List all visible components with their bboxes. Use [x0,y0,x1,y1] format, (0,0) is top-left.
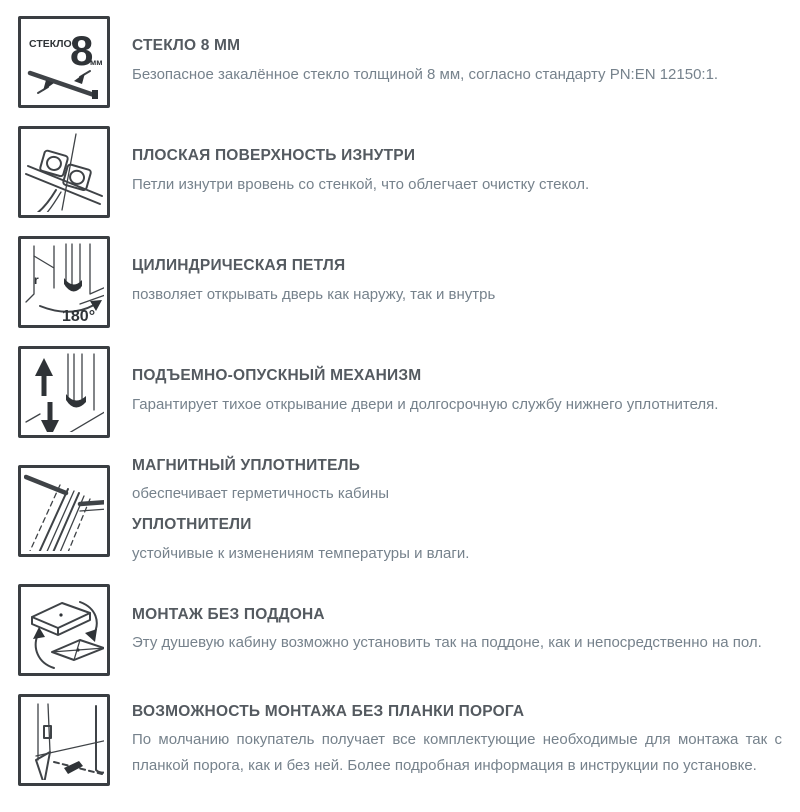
feature-title: ЦИЛИНДРИЧЕСКАЯ ПЕТЛЯ [132,257,346,275]
magnetic-seal-icon [18,465,110,557]
no-tray-installation-icon [18,584,110,676]
feature-text [132,146,786,197]
feature-text [132,366,786,417]
hinge-angle-label: 180° [62,308,96,322]
feature-body: Безопасное закалённое стекло толщиной 8 мм, согласно стандарту PN:EN 12150:1. [132,65,719,83]
feature-body: обеспечивает герметичность кабины [132,485,390,503]
feature-body: позволяет открывать дверь как наружу, так и внутрь [132,285,496,303]
feature-body: Эту душевую кабину возможно установить так на поддоне, как и непосредственно на пол. [132,634,762,652]
feature-title: МАГНИТНЫЙ УПЛОТНИТЕЛЬ [132,457,361,474]
flush-hinge-icon [18,126,110,218]
feature-title: СТЕКЛО 8 ММ [132,37,241,55]
feature-body: Петли изнутри вровень со стенкой, что облегчает очистку стекол. [132,175,590,193]
lift-lower-mechanism-icon [18,346,110,438]
feature-row-hinge-180 [18,236,786,328]
feature-text [132,605,786,656]
feature-text [132,702,786,779]
hinge-corner-mark: r [34,273,39,287]
feature-row-magnetic-seal [18,456,786,566]
feature-body-2: устойчивые к изменениям температуры и влаги. [132,544,470,562]
glass-icon-unit: мм [90,57,103,67]
feature-title: МОНТАЖ БЕЗ ПОДДОНА [132,605,325,623]
no-threshold-strip-icon [18,694,110,786]
glass-icon-value: 8 [70,27,94,74]
cylindrical-hinge-icon [18,236,110,328]
feature-row-flat-surface [18,126,786,218]
glass-8mm-icon [18,16,110,108]
feature-title-2: УПЛОТНИТЕЛИ [132,516,252,534]
feature-body: По молчанию покупатель получает все комплектующие необходимые для монтажа так с планкой порога, как и без ней. Более подробная информация в инструкции по установке. [132,731,782,775]
feature-title: ПОДЪЕМНО-ОПУСКНЫЙ МЕХАНИЗМ [132,367,422,385]
feature-body: Гарантирует тихое открывание двери и долгосрочную службу нижнего уплотнителя. [132,395,719,413]
feature-row-glass [18,16,786,108]
feature-title: ВОЗМОЖНОСТЬ МОНТАЖА БЕЗ ПЛАНКИ ПОРОГА [132,702,525,720]
glass-icon-label: СТЕКЛО [29,38,72,50]
feature-text [132,256,786,307]
feature-text [132,36,786,87]
feature-text [132,456,786,566]
feature-row-lift-mechanism [18,346,786,438]
feature-row-no-tray [18,584,786,676]
feature-row-no-threshold [18,694,786,786]
feature-title: ПЛОСКАЯ ПОВЕРХНОСТЬ ИЗНУТРИ [132,147,416,165]
